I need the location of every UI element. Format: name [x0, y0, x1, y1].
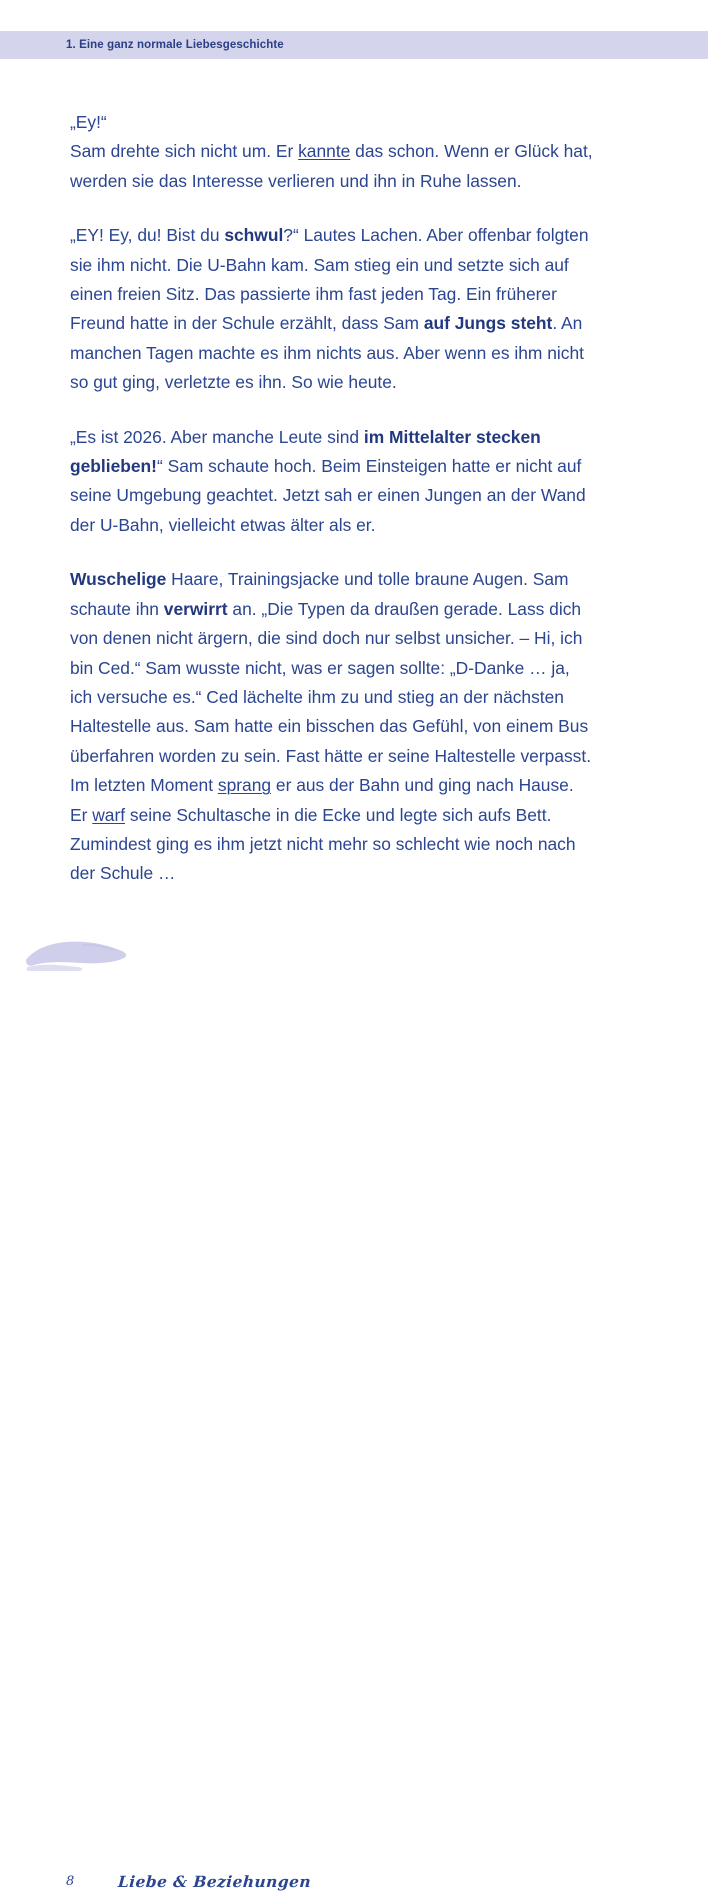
text-run: . An manchen Tagen machte es ihm nichts aus. Aber wenn es ihm nicht so gut ging, verletzte es ihn. So wie heute. [70, 313, 584, 393]
emphasis-bold: Wuschelige [70, 569, 167, 590]
brush-stroke-decoration [26, 934, 134, 974]
running-head-text: 1. Eine ganz normale Liebesgeschichte [66, 39, 284, 51]
paragraph-p1 [70, 108, 594, 196]
emphasis-underline: warf [92, 804, 126, 825]
running-head-band [0, 31, 708, 59]
emphasis-bold: verwirrt [163, 598, 228, 619]
paragraph-p4 [70, 565, 594, 888]
text-run: an. „Die Typen da draußen gerade. Lass dich von denen nicht ärgern, die sind doch nur selbst unsicher. – Hi, ich bin Ced.“ Sam wusste nicht, was er sagen sollte: „D-Danke … ja, ich versuche es.“ Ced lächelte ihm zu und stieg an der nächsten Haltestelle aus. Sam hatte ein bisschen das Gefühl, von einem Bus überfahren worden zu sein. Fast hätte er seine Haltestelle verpasst. Im letzten Moment [70, 598, 592, 796]
text-run: Haare, Trainingsjacke und tolle braune Augen. Sam schaute ihn [70, 569, 569, 619]
emphasis-bold: auf Jungs steht [423, 313, 553, 334]
text-run: seine Schultasche in die Ecke und legte sich aufs Bett. Zumindest ging es ihm jetzt nicht mehr so schlecht wie noch nach der Schule … [70, 804, 576, 884]
emphasis-bold: im Mittelalter stecken geblieben! [70, 426, 541, 477]
body-text-column [70, 108, 594, 889]
text-run: ?“ Lautes Lachen. Aber offenbar folgten sie ihm nicht. Die U-Bahn kam. Sam stieg ein und setzte sich auf einen freien Sitz. Das passierte ihm fast jeden Tag. Ein früherer Freund hatte in der Schule erzählt, dass Sam [70, 225, 589, 334]
page-number: 8 [66, 1874, 75, 1889]
text-run: “ Sam schaute hoch. Beim Einsteigen hatte er nicht auf seine Umgebung geachtet. Jetzt sah er einen Jungen an der Wand der U-Bahn, vielleicht etwas älter als er. [70, 456, 586, 535]
paragraph-p2 [70, 221, 594, 397]
page-footer [0, 920, 708, 1891]
emphasis-underline: sprang [217, 775, 272, 796]
text-run: das schon. Wenn er Glück hat, werden sie das Interesse verlieren und ihn in Ruhe lassen. [70, 141, 593, 191]
text-run: „Ey!“ [70, 112, 107, 132]
emphasis-bold: schwul [224, 225, 284, 246]
section-label: Liebe & Beziehungen [117, 1872, 312, 1891]
emphasis-underline: kannte [298, 141, 351, 162]
text-run: „EY! Ey, du! Bist du [70, 225, 225, 246]
text-run: Sam drehte sich nicht um. Er [70, 141, 299, 162]
text-run: „Es ist 2026. Aber manche Leute sind [70, 426, 364, 447]
text-run: er aus der Bahn und ging nach Hause. Er [70, 775, 574, 825]
paragraph-p3 [70, 423, 594, 541]
